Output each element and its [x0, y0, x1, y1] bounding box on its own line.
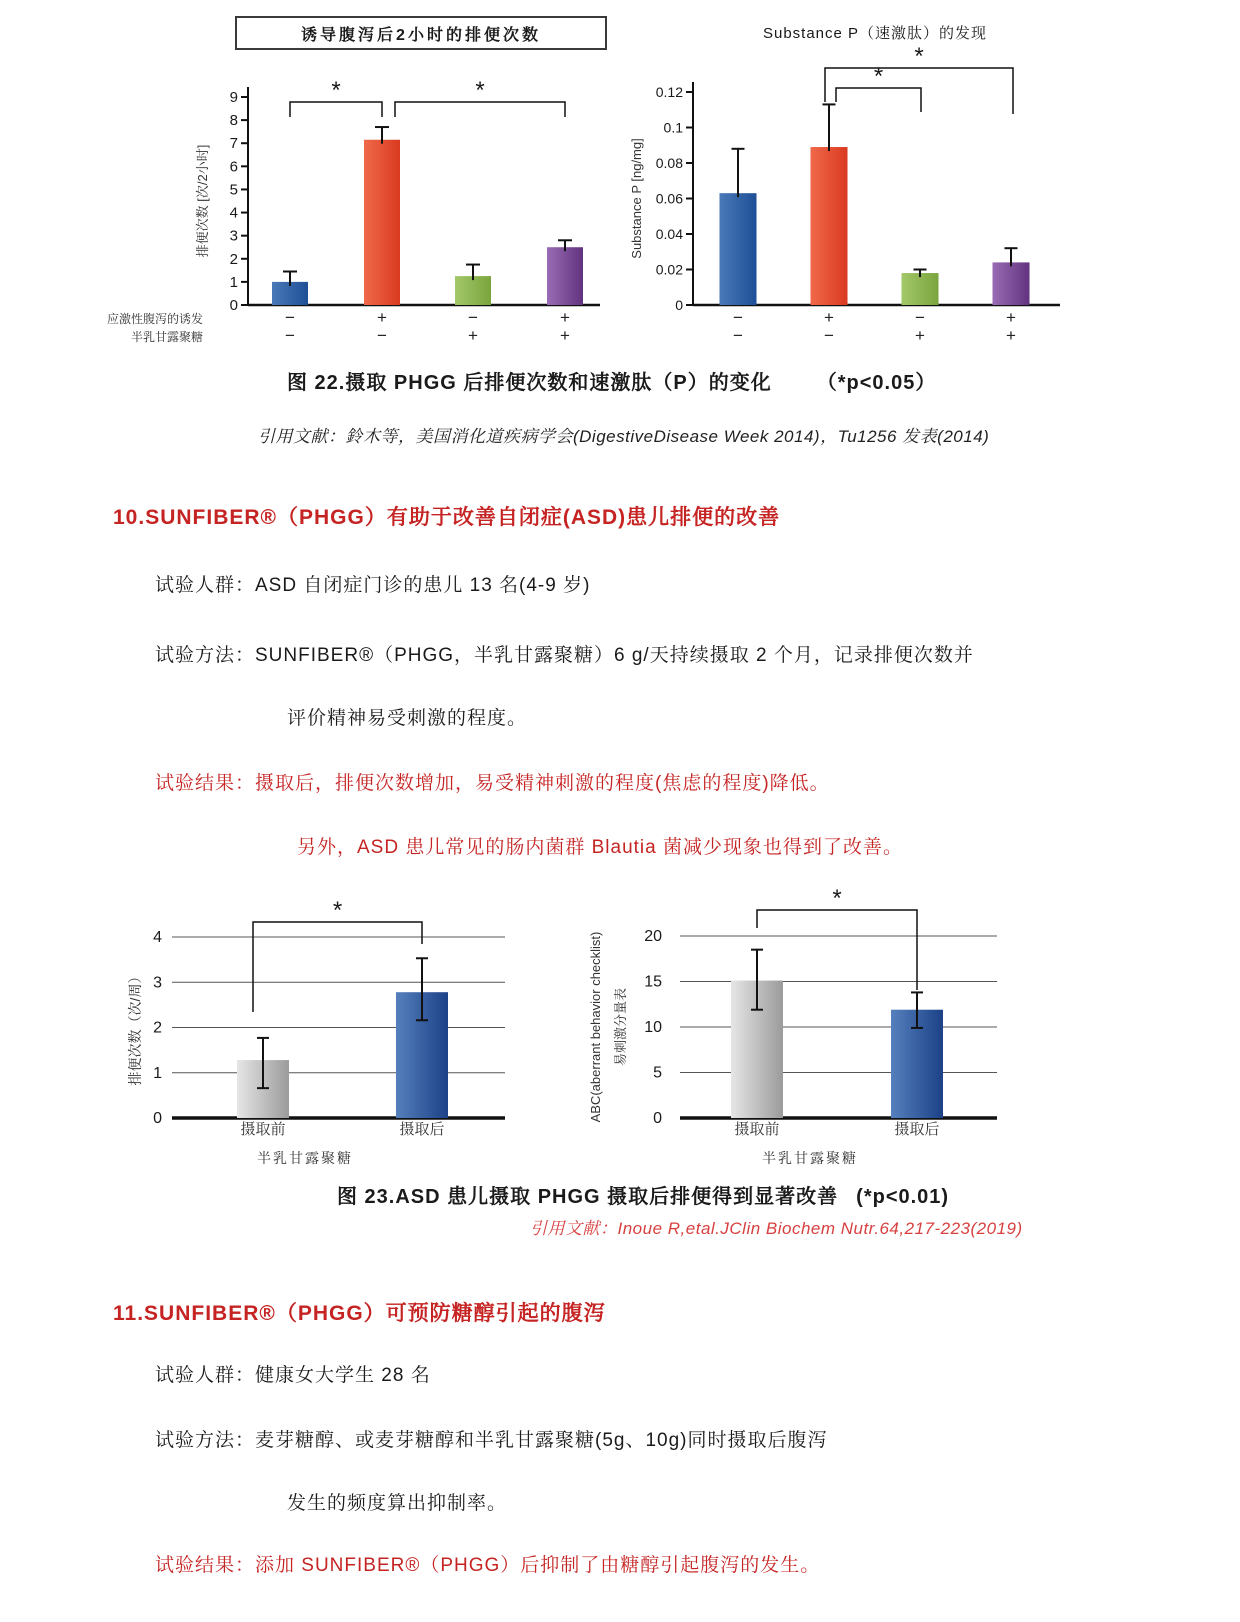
y-tick-label: 1	[153, 1064, 162, 1082]
y-tick-label: 0.1	[663, 119, 683, 136]
fig23-caption-text: 图 23.ASD 患儿摄取 PHGG 摄取后排便得到显著改善	[337, 1186, 839, 1208]
y-tick-label: 0.08	[655, 155, 683, 171]
significance-star: *	[475, 77, 485, 104]
fig22-caption-text: 图 22.摄取 PHGG 后排便次数和速激肽（P）的变化	[287, 372, 772, 394]
y-tick-label: 5	[229, 181, 238, 199]
section10-method-line: 试验方法：SUNFIBER®（PHGG，半乳甘露聚糖）6 g/天持续摄取 2 个月，记录排便次数并	[155, 645, 974, 666]
significance-star: *	[832, 885, 842, 912]
significance-star: *	[332, 897, 343, 924]
y-tick-label: 10	[644, 1019, 662, 1036]
fig22-citation: 引用文献：鈴木等，美国消化道疾病学会(DigestiveDisease Week 2014)，Tu1256 发表(2014)	[258, 427, 990, 446]
condition-sign: +	[468, 326, 478, 345]
section11-heading: 11.SUNFIBER®（PHGG）可预防糖醇引起的腹泻	[113, 1302, 606, 1325]
y-tick-label: 0	[675, 297, 683, 313]
condition-sign: −	[915, 308, 925, 327]
condition-sign: +	[377, 308, 387, 327]
fig23-caption	[337, 1180, 949, 1209]
section10-result-line: 试验结果：摄取后，排便次数增加，易受精神刺激的程度(焦虑的程度)降低。	[155, 773, 830, 794]
y-tick-label: 4	[229, 204, 238, 222]
y-tick-label: 7	[229, 135, 238, 153]
y-tick-label: 8	[229, 112, 238, 130]
section10-subjects-line: 试验人群：ASD 自闭症门诊的患儿 13 名(4-9 岁)	[155, 575, 591, 596]
y-tick-label: 3	[153, 974, 162, 992]
significance-bracket	[757, 910, 917, 990]
significance-star: *	[873, 63, 884, 90]
y-tick-label: 0.06	[655, 190, 683, 207]
fig22-left-chart-title: 诱导腹泻后2小时的排便次数	[235, 16, 607, 50]
y-tick-label: 1	[229, 273, 238, 291]
bar	[547, 247, 583, 305]
condition-sign: +	[560, 308, 570, 327]
fig23-left-chart	[110, 878, 555, 1140]
condition-sign: +	[1006, 308, 1016, 327]
x-category-label: 摄取前	[240, 1121, 286, 1138]
significance-bracket	[825, 68, 1013, 114]
section11-method-line: 试验方法：麦芽糖醇、或麦芽糖醇和半乳甘露聚糖(5g、10g)同时摄取后腹泻	[155, 1430, 828, 1451]
significance-star: *	[331, 77, 341, 104]
y-tick-label: 15	[644, 973, 662, 991]
y-axis-label: ABC(aberrant behavior checklist)	[588, 931, 603, 1123]
x-category-label: 摄取前	[734, 1121, 780, 1138]
section11-subjects-line: 试验人群：健康女大学生 28 名	[155, 1365, 431, 1386]
x-category-label: 摄取后	[399, 1121, 445, 1138]
condition-row-label: 应激性腹泻的诱发	[106, 312, 203, 326]
section11-method-line-2: 发生的频度算出抑制率。	[287, 1493, 508, 1514]
fig23-right-chart	[580, 878, 1060, 1140]
section10-result-line-2: 另外，ASD 患儿常见的肠内菌群 Blautia 菌减少现象也得到了改善。	[297, 837, 903, 858]
bar	[811, 147, 848, 305]
section11-result-line: 试验结果：添加 SUNFIBER®（PHGG）后抑制了由糖醇引起腹泻的发生。	[155, 1555, 821, 1576]
condition-sign: −	[468, 308, 478, 327]
fig23-caption-note: (*p<0.01)	[856, 1186, 950, 1208]
condition-row-label: 半乳甘露聚糖	[130, 330, 203, 344]
section10-heading: 10.SUNFIBER®（PHGG）有助于改善自闭症(ASD)患儿排便的改善	[113, 506, 781, 529]
y-tick-label: 0	[653, 1110, 662, 1127]
y-tick-label: 20	[644, 928, 662, 945]
condition-sign: −	[377, 326, 387, 345]
y-tick-label: 0.04	[655, 226, 683, 242]
bar	[993, 262, 1030, 305]
condition-sign: −	[733, 326, 743, 345]
y-tick-label: 5	[653, 1064, 662, 1082]
bar	[455, 276, 491, 305]
y-tick-label: 0	[153, 1110, 162, 1127]
fig23-citation: 引用文献：Inoue R,etal.JClin Biochem Nutr.64,217-223(2019)	[530, 1219, 1023, 1238]
y-tick-label: 9	[229, 89, 238, 106]
y-tick-label: 0.12	[655, 84, 683, 100]
y-tick-label: 6	[229, 158, 238, 176]
y-tick-label: 0	[229, 297, 238, 314]
fig22-left-chart	[95, 12, 615, 348]
condition-sign: −	[285, 326, 295, 345]
fig22-caption-note: （*p<0.05）	[816, 372, 937, 394]
significance-bracket	[395, 102, 565, 117]
fig23-left-xaxis-label: 半乳甘露聚糖	[257, 1150, 353, 1166]
bar	[902, 273, 939, 305]
condition-sign: +	[1006, 326, 1016, 345]
section10-method-line-2: 评价精神易受刺激的程度。	[287, 708, 528, 729]
bar	[364, 140, 400, 305]
fig23-right-xaxis-label: 半乳甘露聚糖	[762, 1150, 858, 1166]
y-tick-label: 2	[153, 1019, 162, 1037]
y-tick-label: 4	[153, 929, 162, 946]
bar	[720, 193, 757, 305]
y-axis-label: Substance P [ng/mg]	[629, 138, 644, 259]
x-category-label: 摄取后	[894, 1121, 940, 1138]
condition-sign: +	[915, 326, 925, 345]
condition-sign: −	[733, 308, 743, 327]
significance-bracket	[836, 88, 921, 112]
fig22-caption	[287, 366, 936, 395]
y-axis-label: 排便次数（次/周）	[127, 969, 143, 1086]
fig22-right-chart-title: Substance P（速激肽）的发现	[762, 25, 988, 42]
y-axis-label: 排便次数 [次/2小时]	[195, 144, 210, 258]
significance-star: *	[914, 43, 924, 70]
y-tick-label: 3	[229, 227, 238, 245]
condition-sign: −	[285, 308, 295, 327]
condition-sign: −	[824, 326, 834, 345]
condition-sign: +	[824, 308, 834, 327]
significance-bracket	[290, 102, 382, 117]
y-axis-label: 易刺激分量表	[613, 987, 628, 1067]
condition-sign: +	[560, 326, 570, 345]
y-tick-label: 2	[229, 250, 238, 268]
y-tick-label: 0.02	[655, 261, 683, 278]
fig22-right-chart	[615, 12, 1085, 348]
